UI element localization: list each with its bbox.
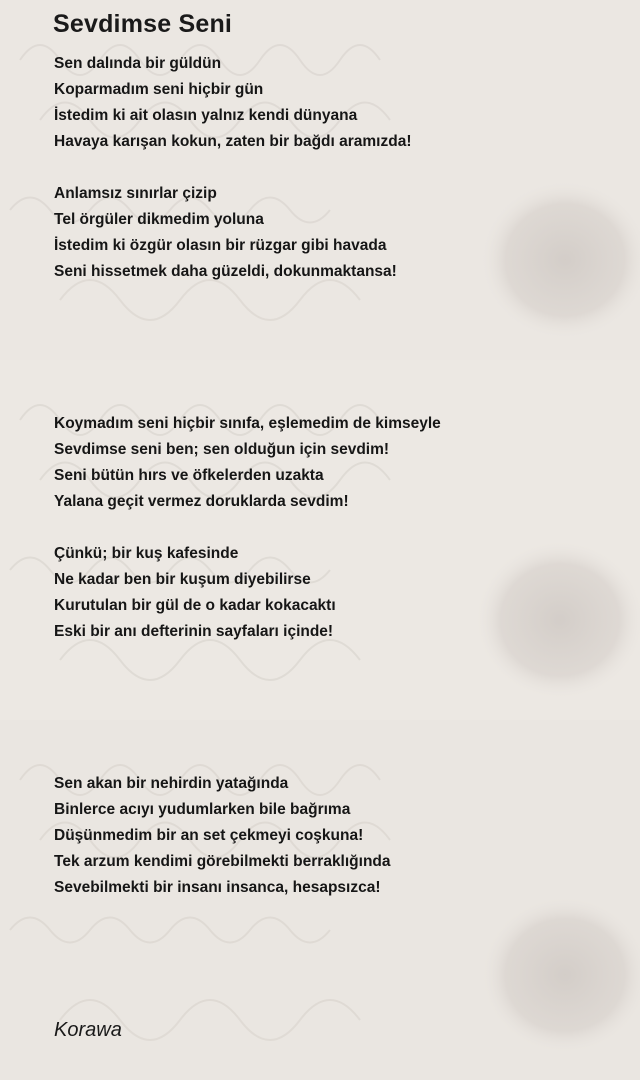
- stanza-5: [54, 771, 391, 901]
- poem-line: Anlamsız sınırlar çizip: [54, 185, 217, 202]
- poem-line: Seni bütün hırs ve öfkelerden uzakta: [54, 467, 324, 484]
- poem-line: Havaya karışan kokun, zaten bir bağdı aramızda!: [54, 133, 412, 150]
- poem-line: İstedim ki ait olasın yalnız kendi dünyana: [54, 107, 358, 124]
- poem-line: Kurutulan bir gül de o kadar kokacaktı: [54, 597, 336, 614]
- poem-author: Korawa: [54, 1019, 122, 1041]
- poem-line: Seni hissetmek daha güzeldi, dokunmaktansa!: [54, 263, 397, 280]
- poem-line: Sevebilmekti bir insanı insanca, hesapsızca!: [54, 879, 381, 896]
- poem-line: Eski bir anı defterinin sayfaları içinde!: [54, 623, 334, 640]
- poem-line: Düşünmedim bir an set çekmeyi coşkuna!: [54, 827, 364, 844]
- poem-line: Yalana geçit vermez doruklarda sevdim!: [54, 493, 349, 510]
- poem-line: Tel örgüler dikmedim yoluna: [54, 211, 264, 228]
- poem-line: Sen akan bir nehirdin yatağında: [54, 775, 289, 792]
- stanza-3: [54, 411, 441, 515]
- stanza-4: [54, 541, 336, 645]
- stanza-1: [54, 51, 412, 155]
- poem-line: Tek arzum kendimi görebilmekti berraklığında: [54, 853, 391, 870]
- poem-line: Koymadım seni hiçbir sınıfa, eşlemedim de kimseyle: [54, 415, 441, 432]
- poem-line: Çünkü; bir kuş kafesinde: [54, 545, 239, 562]
- poem-line: Binlerce acıyı yudumlarken bile bağrıma: [54, 801, 351, 818]
- poem-line: Sen dalında bir güldün: [54, 55, 222, 72]
- poem-line: Koparmadım seni hiçbir gün: [54, 81, 264, 98]
- stanza-2: [54, 181, 397, 285]
- poem-line: Sevdimse seni ben; sen olduğun için sevdim!: [54, 441, 390, 458]
- poem-line: İstedim ki özgür olasın bir rüzgar gibi havada: [54, 237, 387, 254]
- poem-line: Ne kadar ben bir kuşum diyebilirse: [54, 571, 311, 588]
- poem-title: Sevdimse Seni: [53, 10, 233, 38]
